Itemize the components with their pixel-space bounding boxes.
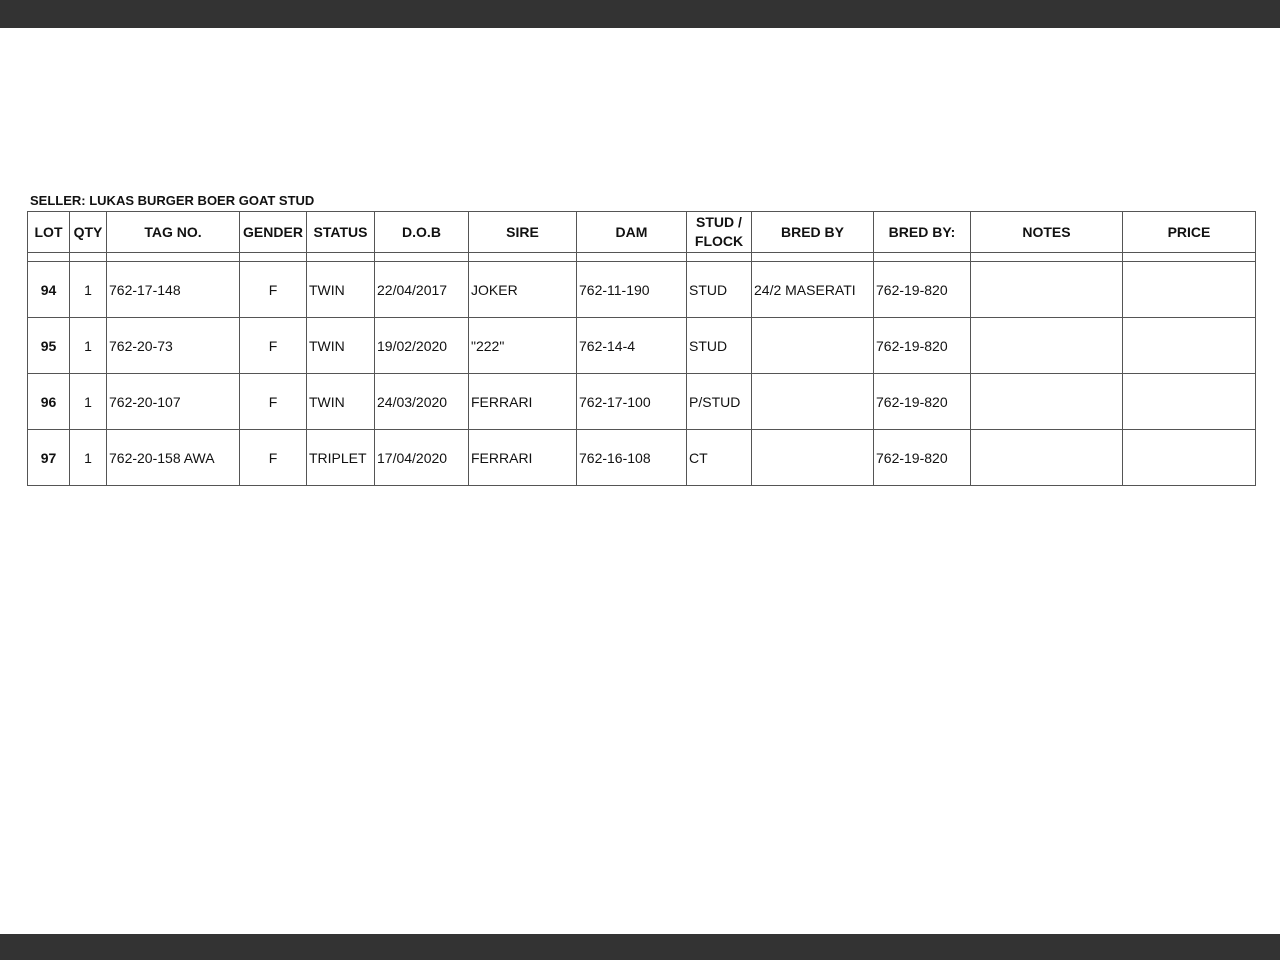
spacer-cell: [28, 253, 70, 262]
spacer-cell: [469, 253, 577, 262]
cell-dob: 24/03/2020: [375, 374, 469, 430]
table-row: [28, 318, 1256, 374]
cell-tag: 762-17-148: [107, 262, 240, 318]
cell-lot: 97: [28, 430, 70, 486]
cell-price: [1123, 374, 1256, 430]
table-row: [28, 374, 1256, 430]
cell-stud-flock: CT: [687, 430, 752, 486]
cell-dam: 762-16-108: [577, 430, 687, 486]
spacer-cell: [1123, 253, 1256, 262]
spacer-cell: [577, 253, 687, 262]
cell-dam: 762-17-100: [577, 374, 687, 430]
cell-bred-by-2: 762-19-820: [874, 374, 971, 430]
seller-heading: SELLER: LUKAS BURGER BOER GOAT STUD: [30, 193, 315, 208]
lots-table: [27, 211, 1256, 486]
col-header-dob: D.O.B: [375, 212, 469, 253]
spacer-cell: [240, 253, 307, 262]
spacer-cell: [874, 253, 971, 262]
cell-qty: 1: [70, 374, 107, 430]
col-header-gender: GENDER: [240, 212, 307, 253]
spacer-cell: [752, 253, 874, 262]
col-header-notes: NOTES: [971, 212, 1123, 253]
spacer-cell: [107, 253, 240, 262]
spacer-cell: [70, 253, 107, 262]
cell-dob: 19/02/2020: [375, 318, 469, 374]
cell-gender: F: [240, 430, 307, 486]
cell-dob: 17/04/2020: [375, 430, 469, 486]
spacer-cell: [375, 253, 469, 262]
header-row: [28, 212, 1256, 253]
table-row: [28, 262, 1256, 318]
cell-notes: [971, 262, 1123, 318]
document-page: [0, 28, 1280, 934]
cell-bred-by-2: 762-19-820: [874, 318, 971, 374]
cell-lot: 94: [28, 262, 70, 318]
col-header-sire: SIRE: [469, 212, 577, 253]
cell-bred-by: [752, 318, 874, 374]
col-header-stud-flock: [687, 212, 752, 253]
cell-tag: 762-20-73: [107, 318, 240, 374]
spacer-cell: [971, 253, 1123, 262]
top-bar: [0, 0, 1280, 28]
cell-lot: 95: [28, 318, 70, 374]
cell-sire: FERRARI: [469, 430, 577, 486]
cell-gender: F: [240, 374, 307, 430]
cell-notes: [971, 318, 1123, 374]
spacer-cell: [687, 253, 752, 262]
cell-bred-by-2: 762-19-820: [874, 262, 971, 318]
cell-tag: 762-20-158 AWA: [107, 430, 240, 486]
cell-notes: [971, 430, 1123, 486]
col-header-stud-flock-label: STUD / FLOCK: [694, 214, 744, 249]
spacer-cell: [307, 253, 375, 262]
cell-dob: 22/04/2017: [375, 262, 469, 318]
cell-qty: 1: [70, 318, 107, 374]
bottom-bar: [0, 934, 1280, 960]
cell-status: TWIN: [307, 262, 375, 318]
cell-sire: "222": [469, 318, 577, 374]
cell-dam: 762-11-190: [577, 262, 687, 318]
cell-lot: 96: [28, 374, 70, 430]
col-header-dam: DAM: [577, 212, 687, 253]
cell-stud-flock: STUD: [687, 262, 752, 318]
cell-bred-by: 24/2 MASERATI: [752, 262, 874, 318]
cell-notes: [971, 374, 1123, 430]
cell-bred-by: [752, 430, 874, 486]
col-header-bred-by: BRED BY: [752, 212, 874, 253]
cell-tag: 762-20-107: [107, 374, 240, 430]
cell-qty: 1: [70, 430, 107, 486]
cell-stud-flock: STUD: [687, 318, 752, 374]
col-header-status: STATUS: [307, 212, 375, 253]
cell-bred-by: [752, 374, 874, 430]
col-header-tag: TAG NO.: [107, 212, 240, 253]
cell-bred-by-2: 762-19-820: [874, 430, 971, 486]
cell-gender: F: [240, 318, 307, 374]
cell-status: TRIPLET: [307, 430, 375, 486]
cell-stud-flock: P/STUD: [687, 374, 752, 430]
cell-gender: F: [240, 262, 307, 318]
cell-price: [1123, 318, 1256, 374]
col-header-lot: LOT: [28, 212, 70, 253]
cell-price: [1123, 430, 1256, 486]
cell-dam: 762-14-4: [577, 318, 687, 374]
cell-price: [1123, 262, 1256, 318]
cell-status: TWIN: [307, 374, 375, 430]
table-row: [28, 430, 1256, 486]
cell-sire: JOKER: [469, 262, 577, 318]
col-header-qty: QTY: [70, 212, 107, 253]
cell-qty: 1: [70, 262, 107, 318]
cell-sire: FERRARI: [469, 374, 577, 430]
col-header-price: PRICE: [1123, 212, 1256, 253]
spacer-row: [28, 253, 1256, 262]
col-header-bred-by-2: BRED BY:: [874, 212, 971, 253]
cell-status: TWIN: [307, 318, 375, 374]
